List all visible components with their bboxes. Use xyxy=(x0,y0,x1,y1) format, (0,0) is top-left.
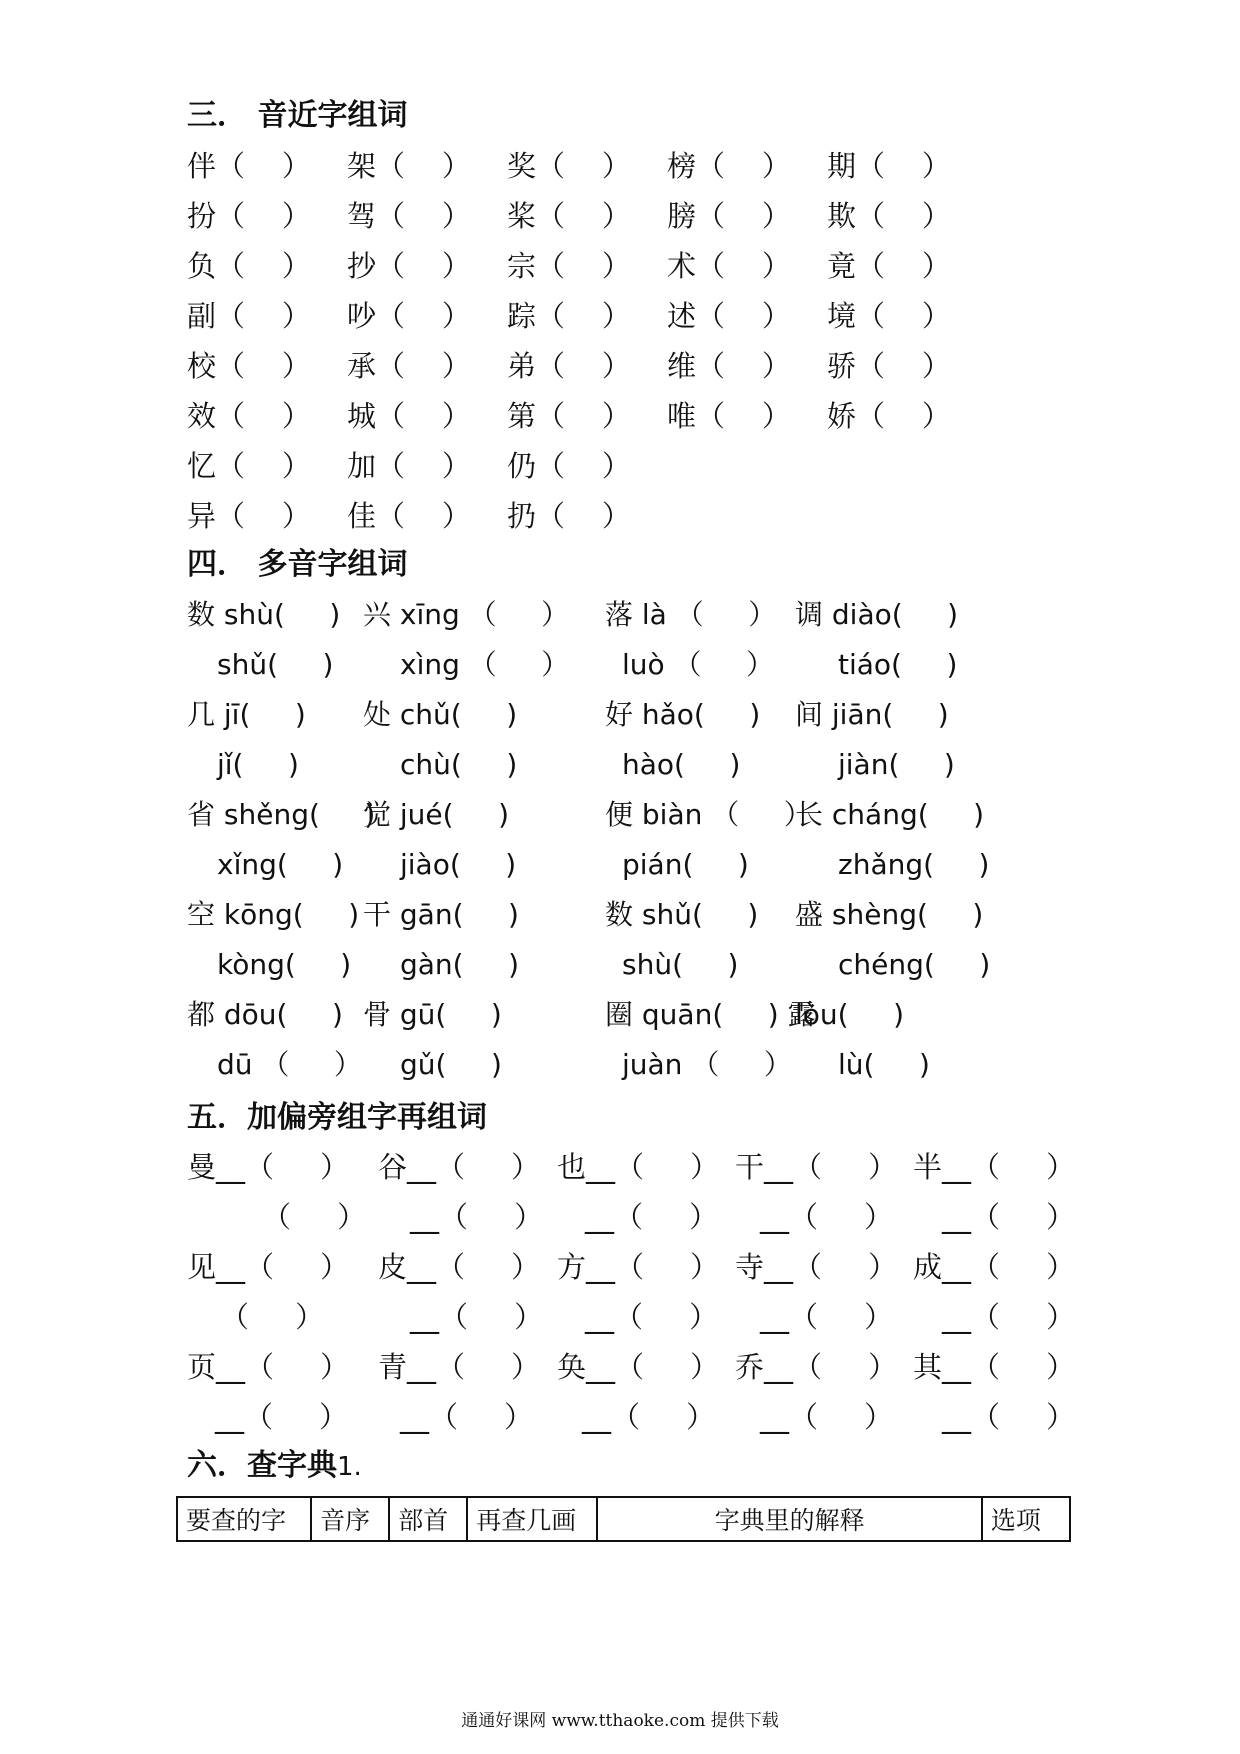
section3-item: 骄（ ） xyxy=(827,349,951,383)
header-phonetic-order: 音序 xyxy=(311,1497,389,1541)
section4-row xyxy=(0,697,1240,733)
section3-row xyxy=(0,448,1240,484)
section5-item: 方__（ ） xyxy=(557,1250,720,1284)
section5-item: 谷__（ ） xyxy=(378,1150,541,1184)
section3-item: 唯（ ） xyxy=(667,399,791,433)
section4-item: jiàn( ) xyxy=(838,748,955,781)
section3-item: 竟（ ） xyxy=(827,249,951,283)
dictionary-table xyxy=(176,1496,1071,1542)
section5-item: __（ ） xyxy=(582,1400,716,1434)
section4-item: 落 là （ ） xyxy=(605,598,777,631)
section4-item: 数 shù( ) xyxy=(187,598,341,631)
section4-item: 都 dōu( ) xyxy=(187,998,343,1031)
section3-item: 架（ ） xyxy=(347,149,471,183)
section5-item: __（ ） xyxy=(410,1300,544,1334)
section4-item: xìng （ ） xyxy=(400,648,570,681)
section5-item: 皮__（ ） xyxy=(378,1250,541,1284)
section4-row xyxy=(0,1047,1240,1083)
section4-item: jiào( ) xyxy=(400,848,517,881)
section3-item: 效（ ） xyxy=(187,399,311,433)
section4-item: chéng( ) xyxy=(838,948,991,981)
section4-item: jǐ( ) xyxy=(217,748,299,781)
section3-item: 弟（ ） xyxy=(507,349,631,383)
section3-item: 踪（ ） xyxy=(507,299,631,333)
section-3-title: 三． 音近字组词 xyxy=(187,98,408,133)
section4-item: 处 chǔ( ) xyxy=(363,698,518,731)
section4-item: 骨 gū( ) xyxy=(363,998,502,1031)
section4-row xyxy=(0,897,1240,933)
section3-row xyxy=(0,198,1240,234)
section5-row xyxy=(0,1249,1240,1285)
header-radical: 部首 xyxy=(389,1497,467,1541)
section3-row xyxy=(0,398,1240,434)
section4-item: 空 kōng( ) xyxy=(187,898,360,931)
section4-item: 盛 shèng( ) xyxy=(795,898,984,931)
section4-item: 数 shǔ( ) xyxy=(605,898,759,931)
section3-item: 维（ ） xyxy=(667,349,791,383)
section4-item: 间 jiān( ) xyxy=(795,698,949,731)
section3-item: 榜（ ） xyxy=(667,149,791,183)
section3-item: 仍（ ） xyxy=(507,449,631,483)
section4-item: zhǎng( ) xyxy=(838,848,990,881)
section4-item: 长 cháng( ) xyxy=(795,798,985,831)
section5-item: 寺__（ ） xyxy=(735,1250,898,1284)
section3-item: 驾（ ） xyxy=(347,199,471,233)
section5-item: 干__（ ） xyxy=(735,1150,898,1184)
section3-item: 娇（ ） xyxy=(827,399,951,433)
section5-row xyxy=(0,1299,1240,1335)
section5-item: __（ ） xyxy=(585,1300,719,1334)
section4-item: dū （ ） xyxy=(217,1048,362,1081)
section3-item: 佳（ ） xyxy=(347,499,471,533)
section4-item: kòng( ) xyxy=(217,948,352,981)
section3-item: 吵（ ） xyxy=(347,299,471,333)
section4-row xyxy=(0,847,1240,883)
section5-item: 其__（ ） xyxy=(913,1350,1076,1384)
section3-item: 加（ ） xyxy=(347,449,471,483)
section3-item: 术（ ） xyxy=(667,249,791,283)
section5-item: __（ ） xyxy=(400,1400,534,1434)
header-definition: 字典里的解释 xyxy=(597,1497,981,1541)
section3-item: 城（ ） xyxy=(347,399,471,433)
section3-item: 承（ ） xyxy=(347,349,471,383)
section5-item: 也__（ ） xyxy=(557,1150,720,1184)
section5-item: __（ ） xyxy=(942,1200,1076,1234)
section3-item: 异（ ） xyxy=(187,499,311,533)
section4-item: 便 biàn （ ） xyxy=(605,798,812,831)
section3-item: 扮（ ） xyxy=(187,199,311,233)
header-strokes: 再查几画 xyxy=(467,1497,597,1541)
section4-item: luò （ ） xyxy=(622,648,775,681)
section4-item: gǔ( ) xyxy=(400,1048,502,1081)
section3-item: 述（ ） xyxy=(667,299,791,333)
section4-item: 干 gān( ) xyxy=(363,898,519,931)
section3-item: 欺（ ） xyxy=(827,199,951,233)
section3-item: 境（ ） xyxy=(827,299,951,333)
section4-item: 几 jī( ) xyxy=(187,698,306,731)
header-char: 要查的字 xyxy=(177,1497,311,1541)
footer-text: 通通好课网 www.tthaoke.com 提供下载 xyxy=(461,1711,779,1731)
section4-item: hào( ) xyxy=(622,748,741,781)
section4-item: juàn （ ） xyxy=(622,1048,792,1081)
section3-item: 副（ ） xyxy=(187,299,311,333)
section4-item: 省 shěng( ) xyxy=(187,798,376,831)
section5-item: 奂__（ ） xyxy=(557,1350,720,1384)
section5-row xyxy=(0,1349,1240,1385)
section3-item: 抄（ ） xyxy=(347,249,471,283)
section3-item: 校（ ） xyxy=(187,349,311,383)
section3-item: 奖（ ） xyxy=(507,149,631,183)
section3-item: 负（ ） xyxy=(187,249,311,283)
section4-item: lòu( ) xyxy=(795,998,905,1031)
section4-item: pián( ) xyxy=(622,848,749,881)
section5-item: 见__（ ） xyxy=(187,1250,350,1284)
section5-item: （ ） xyxy=(220,1300,325,1334)
section5-row xyxy=(0,1399,1240,1435)
section3-item: 扔（ ） xyxy=(507,499,631,533)
section3-row xyxy=(0,498,1240,534)
section4-item: tiáo( ) xyxy=(838,648,958,681)
section4-item: chù( ) xyxy=(400,748,518,781)
section-6-number: 1. xyxy=(337,1452,362,1482)
section5-item: 页__（ ） xyxy=(187,1350,350,1384)
section5-item: __（ ） xyxy=(760,1300,894,1334)
section5-item: __（ ） xyxy=(942,1300,1076,1334)
section3-row xyxy=(0,248,1240,284)
dictionary-table-header-row xyxy=(177,1497,1070,1541)
section5-item: （ ） xyxy=(262,1200,367,1234)
section-4-title: 四． 多音字组词 xyxy=(187,547,408,582)
section5-item: __（ ） xyxy=(215,1400,349,1434)
section3-item: 伴（ ） xyxy=(187,149,311,183)
section3-row xyxy=(0,148,1240,184)
section5-item: 曼__（ ） xyxy=(187,1150,350,1184)
section4-item: xǐng( ) xyxy=(217,848,344,881)
section5-item: 成__（ ） xyxy=(913,1250,1076,1284)
section3-item: 宗（ ） xyxy=(507,249,631,283)
section4-item: 兴 xīng （ ） xyxy=(363,598,570,631)
section5-item: __（ ） xyxy=(585,1200,719,1234)
section4-item: 觉 jué( ) xyxy=(363,798,510,831)
section5-item: 半__（ ） xyxy=(913,1150,1076,1184)
section4-item: 调 diào( ) xyxy=(795,598,959,631)
header-option: 选项 xyxy=(982,1497,1070,1541)
section3-item: 桨（ ） xyxy=(507,199,631,233)
section-5-title: 五．加偏旁组字再组词 xyxy=(187,1100,487,1135)
section3-item: 忆（ ） xyxy=(187,449,311,483)
section4-item: gàn( ) xyxy=(400,948,520,981)
section4-row xyxy=(0,597,1240,633)
section3-row xyxy=(0,298,1240,334)
section5-row xyxy=(0,1199,1240,1235)
section4-item: 好 hǎo( ) xyxy=(605,698,761,731)
section4-item: lù( ) xyxy=(838,1048,930,1081)
section5-item: __（ ） xyxy=(760,1400,894,1434)
section5-item: 青__（ ） xyxy=(378,1350,541,1384)
section5-item: __（ ） xyxy=(760,1200,894,1234)
section4-item: shù( ) xyxy=(622,948,739,981)
section5-row xyxy=(0,1149,1240,1185)
section-6-title: 六．查字典 xyxy=(187,1448,337,1483)
section5-item: __（ ） xyxy=(410,1200,544,1234)
section3-row xyxy=(0,348,1240,384)
section4-row xyxy=(0,997,1240,1033)
section3-item: 第（ ） xyxy=(507,399,631,433)
section4-item: 圈 quān( ) 露 xyxy=(605,998,816,1031)
section4-row xyxy=(0,747,1240,783)
section4-item: shǔ( ) xyxy=(217,648,334,681)
section5-item: 乔__（ ） xyxy=(735,1350,898,1384)
section3-item: 膀（ ） xyxy=(667,199,791,233)
section3-item: 期（ ） xyxy=(827,149,951,183)
section4-row xyxy=(0,947,1240,983)
section4-row xyxy=(0,797,1240,833)
section5-item: __（ ） xyxy=(942,1400,1076,1434)
section-6-heading xyxy=(187,1449,362,1484)
section4-row xyxy=(0,647,1240,683)
